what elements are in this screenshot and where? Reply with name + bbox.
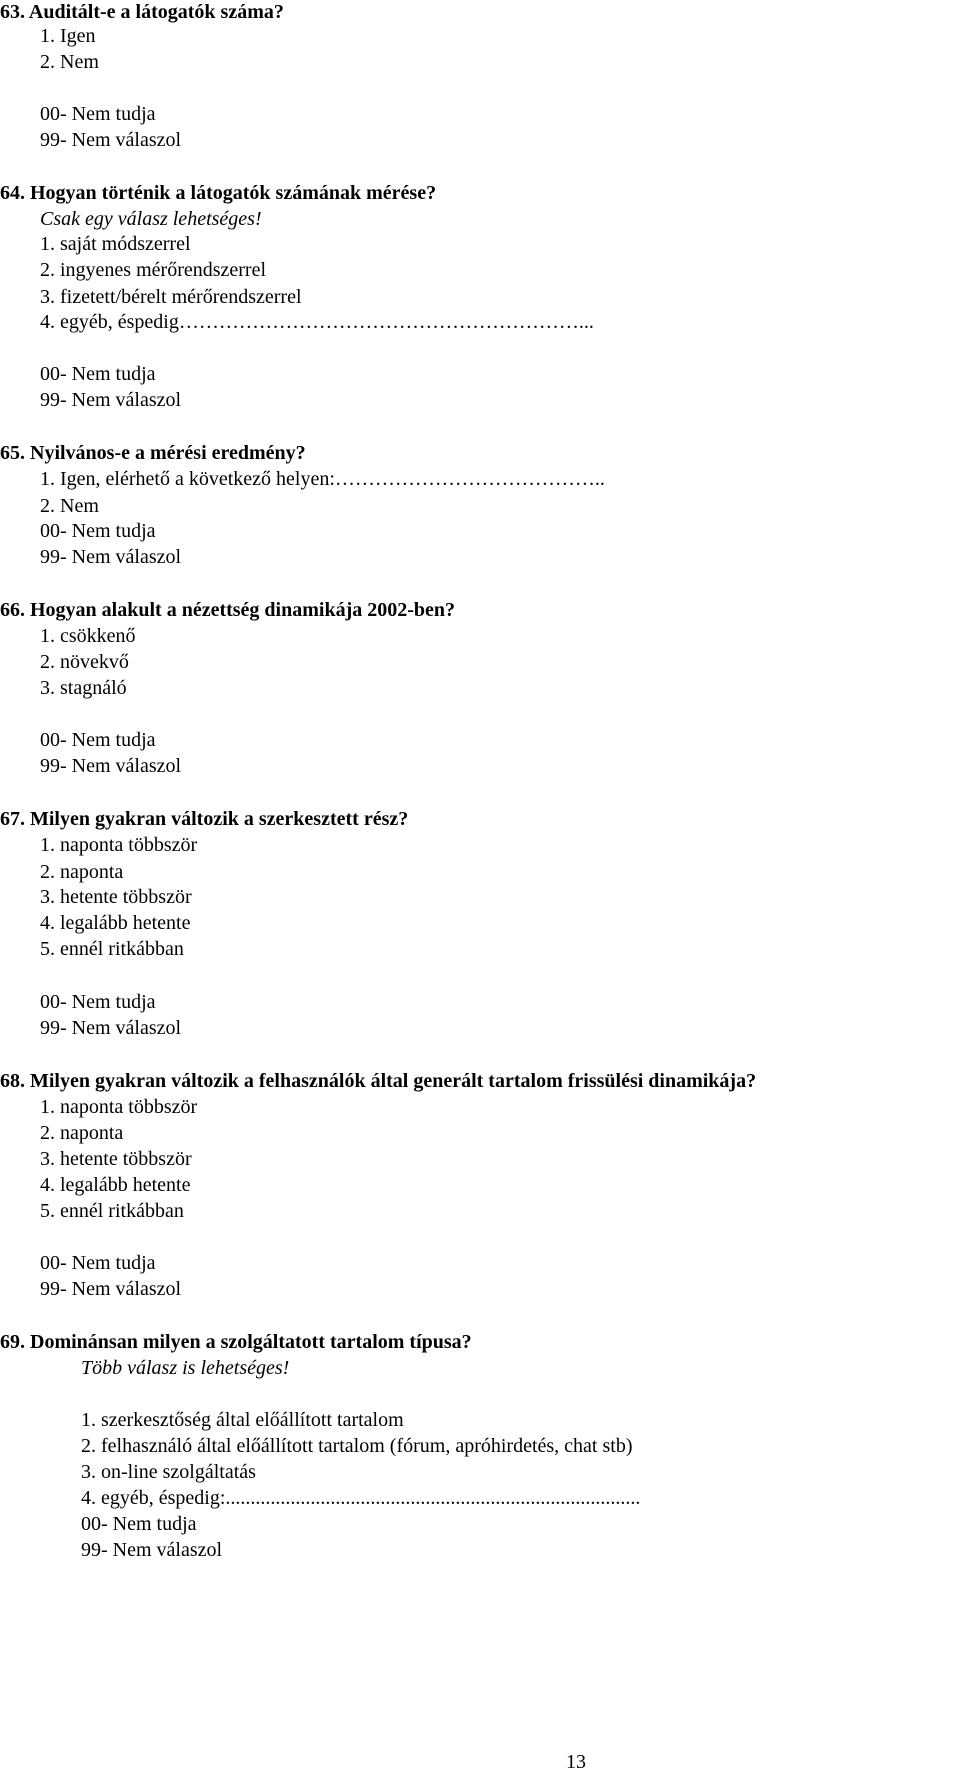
q64-option-1: 1. saját módszerrel — [40, 233, 191, 255]
q68-option-1: 1. naponta többször — [40, 1096, 198, 1118]
question-65-title: 65. Nyilvános-e a mérési eredmény? — [0, 442, 306, 464]
q67-option-3: 3. hetente többször — [40, 886, 192, 908]
q69-code-00: 00- Nem tudja — [81, 1513, 197, 1535]
q64-option-4: 4. egyéb, éspedig……………………………………………………... — [40, 311, 594, 333]
q65-option-1: 1. Igen, elérhető a következő helyen:………………………………….. — [40, 468, 605, 490]
q64-option-3: 3. fizetett/bérelt mérőrendszerrel — [40, 286, 302, 308]
q63-code-00: 00- Nem tudja — [40, 103, 156, 125]
q69-option-1: 1. szerkesztőség által előállított tartalom — [81, 1409, 404, 1431]
q64-note: Csak egy válasz lehetséges! — [40, 208, 262, 230]
q65-code-00: 00- Nem tudja — [40, 520, 156, 542]
q67-option-2: 2. naponta — [40, 861, 124, 883]
q68-option-4: 4. legalább hetente — [40, 1174, 191, 1196]
q64-code-99: 99- Nem válaszol — [40, 389, 182, 411]
q63-option-1: 1. Igen — [40, 25, 96, 47]
q64-option-2: 2. ingyenes mérőrendszerrel — [40, 259, 267, 281]
q67-option-1: 1. naponta többször — [40, 834, 198, 856]
q68-code-99: 99- Nem válaszol — [40, 1278, 182, 1300]
page-number: 13 — [566, 1751, 586, 1773]
q66-option-2: 2. növekvő — [40, 651, 129, 673]
q68-option-5: 5. ennél ritkábban — [40, 1200, 184, 1222]
q63-code-99: 99- Nem válaszol — [40, 129, 182, 151]
question-68-title: 68. Milyen gyakran változik a felhasználók által generált tartalom frissülési dinamikája? — [0, 1070, 757, 1092]
q69-code-99: 99- Nem válaszol — [81, 1539, 223, 1561]
q65-option-2: 2. Nem — [40, 495, 99, 517]
q66-option-3: 3. stagnáló — [40, 677, 127, 699]
q66-option-1: 1. csökkenő — [40, 625, 136, 647]
q68-code-00: 00- Nem tudja — [40, 1252, 156, 1274]
question-66-title: 66. Hogyan alakult a nézettség dinamikája 2002-ben? — [0, 599, 456, 621]
question-63-title: 63. Auditált-e a látogatók száma? — [0, 1, 284, 23]
q68-option-2: 2. naponta — [40, 1122, 124, 1144]
q69-note: Több válasz is lehetséges! — [81, 1357, 290, 1379]
q69-option-3: 3. on-line szolgáltatás — [81, 1461, 256, 1483]
q69-option-2: 2. felhasználó által előállított tartalom (fórum, apróhirdetés, chat stb) — [81, 1435, 633, 1457]
q67-code-99: 99- Nem válaszol — [40, 1017, 182, 1039]
q69-option-4: 4. egyéb, éspedig:................................................................................... — [81, 1487, 641, 1509]
q67-option-5: 5. ennél ritkábban — [40, 938, 184, 960]
q66-code-00: 00- Nem tudja — [40, 729, 156, 751]
question-69-title: 69. Dominánsan milyen a szolgáltatott tartalom típusa? — [0, 1331, 472, 1353]
q67-code-00: 00- Nem tudja — [40, 991, 156, 1013]
q64-code-00: 00- Nem tudja — [40, 363, 156, 385]
q66-code-99: 99- Nem válaszol — [40, 755, 182, 777]
q63-option-2: 2. Nem — [40, 51, 99, 73]
question-67-title: 67. Milyen gyakran változik a szerkesztett rész? — [0, 808, 409, 830]
q65-code-99: 99- Nem válaszol — [40, 546, 182, 568]
question-64-title: 64. Hogyan történik a látogatók számának mérése? — [0, 182, 437, 204]
q68-option-3: 3. hetente többször — [40, 1148, 192, 1170]
q67-option-4: 4. legalább hetente — [40, 912, 191, 934]
